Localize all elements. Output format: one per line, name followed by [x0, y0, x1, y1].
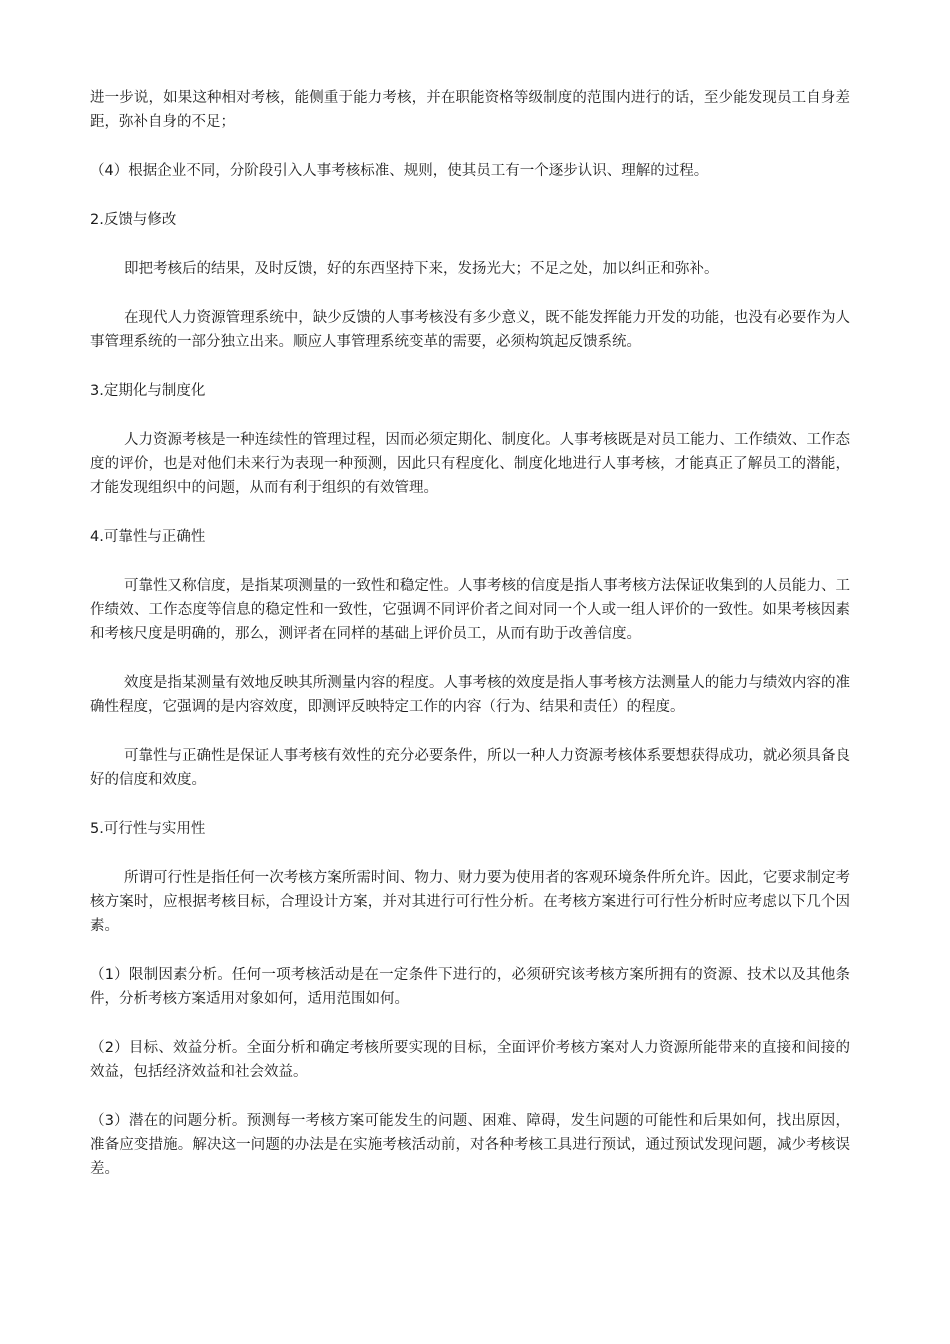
list-item-1: （1）限制因素分析。任何一项考核活动是在一定条件下进行的，必须研究该考核方案所拥有的资源、技术以及其他条件，分析考核方案适用对象如何，适用范围如何。 — [90, 967, 850, 1007]
section-heading-regularization: 3.定期化与制度化 — [90, 383, 206, 399]
paragraph: 效度是指某测量有效地反映其所测量内容的程度。人事考核的效度是指人事考核方法测量人的能力与绩效内容的准确性程度，它强调的是内容效度，即测评反映特定工作的内容（行为、结果和责任）的程度。 — [90, 675, 850, 715]
section-heading-reliability: 4.可靠性与正确性 — [90, 529, 206, 545]
list-item-3: （3）潜在的问题分析。预测每一考核方案可能发生的问题、困难、障碍，发生问题的可能性和后果如何，找出原因，准备应变措施。解决这一问题的办法是在实施考核活动前，对各种考核工具进行预试，通过预试发现问题，减少考核误差。 — [90, 1113, 850, 1177]
paragraph: 可靠性又称信度，是指某项测量的一致性和稳定性。人事考核的信度是指人事考核方法保证收集到的人员能力、工作绩效、工作态度等信息的稳定性和一致性，它强调不同评价者之间对同一个人或一组人评价的一致性。如果考核因素和考核尺度是明确的，那么，测评者在同样的基础上评价员工，从而有助于改善信度。 — [90, 578, 850, 642]
paragraph: 所谓可行性是指任何一次考核方案所需时间、物力、财力要为使用者的客观环境条件所允许。因此，它要求制定考核方案时，应根据考核目标，合理设计方案，并对其进行可行性分析。在考核方案进行可行性分析时应考虑以下几个因素。 — [90, 870, 850, 934]
section-heading-feedback: 2.反馈与修改 — [90, 212, 177, 228]
list-item-2: （2）目标、效益分析。全面分析和确定考核所要实现的目标，全面评价考核方案对人力资源所能带来的直接和间接的效益，包括经济效益和社会效益。 — [90, 1040, 850, 1080]
paragraph: 即把考核后的结果，及时反馈，好的东西坚持下来，发扬光大；不足之处，加以纠正和弥补。 — [124, 261, 719, 277]
paragraph: 人力资源考核是一种连续性的管理过程，因而必须定期化、制度化。人事考核既是对员工能力、工作绩效、工作态度的评价，也是对他们未来行为表现一种预测，因此只有程度化、制度化地进行人事考核，才能真正了解员工的潜能，才能发现组织中的问题，从而有利于组织的有效管理。 — [90, 432, 850, 496]
paragraph: 可靠性与正确性是保证人事考核有效性的充分必要条件，所以一种人力资源考核体系要想获得成功，就必须具备良好的信度和效度。 — [90, 748, 850, 788]
document-body — [90, 86, 850, 1181]
list-item-4: （4）根据企业不同，分阶段引入人事考核标准、规则，使其员工有一个逐步认识、理解的过程。 — [90, 163, 709, 179]
paragraph: 在现代人力资源管理系统中，缺少反馈的人事考核没有多少意义，既不能发挥能力开发的功能，也没有必要作为人事管理系统的一部分独立出来。顺应人事管理系统变革的需要，必须构筑起反馈系统。 — [90, 310, 850, 350]
paragraph: 进一步说，如果这种相对考核，能侧重于能力考核，并在职能资格等级制度的范围内进行的话，至少能发现员工自身差距，弥补自身的不足； — [90, 90, 850, 130]
section-heading-feasibility: 5.可行性与实用性 — [90, 821, 206, 837]
